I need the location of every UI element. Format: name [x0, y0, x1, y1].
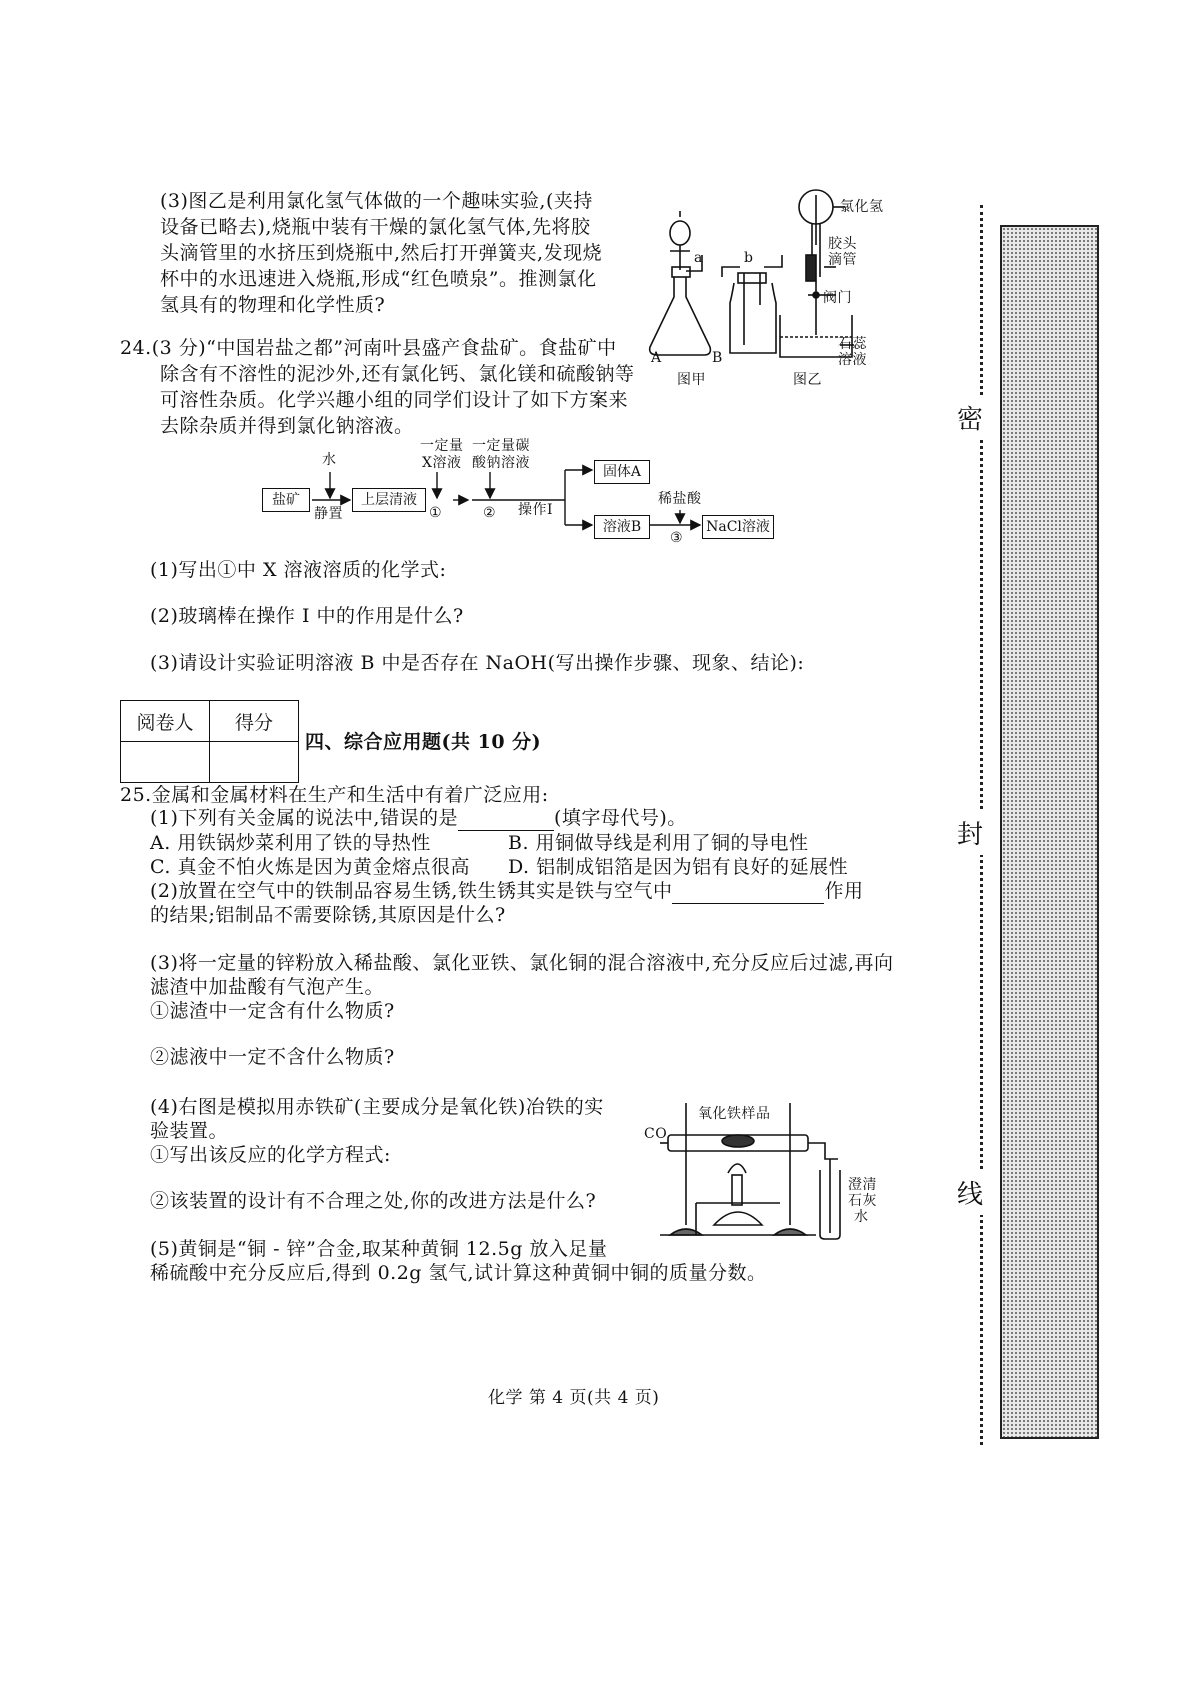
litmus-label-2: 溶液 [838, 352, 867, 368]
dropper-label-1: 胶头 [828, 236, 857, 252]
q25-option-b: B. 用铜做导线是利用了铜的导电性 [508, 832, 809, 854]
seal-char-xian: 线 [955, 1170, 985, 1215]
score-header: 得分 [210, 701, 299, 742]
x-reagent-line2: X溶液 [422, 455, 462, 471]
q25-part4-q2: ②该装置的设计有不合理之处,你的改进方法是什么? [150, 1190, 597, 1212]
q25-part1-text: (1)下列有关金属的说法中,错误的是 [150, 807, 458, 829]
step3-label: ③ [670, 530, 684, 546]
q23-line3: 头滴管里的水挤压到烧瓶中,然后打开弹簧夹,发现烧 [160, 242, 603, 264]
q25-part4-q1: ①写出该反应的化学方程式: [150, 1144, 391, 1166]
step1-label: ① [429, 505, 443, 521]
q25-part3-line1: (3)将一定量的锌粉放入稀盐酸、氯化亚铁、氯化铜的混合溶液中,充分反应后过滤,再向 [150, 952, 894, 974]
settle-label: 静置 [314, 506, 343, 522]
score-table [120, 700, 299, 783]
seal-char-mi: 密 [955, 395, 985, 440]
q25-intro: 25.金属和金属材料在生产和生活中有着广泛应用: [120, 784, 549, 806]
x-reagent-line1: 一定量 [420, 438, 464, 454]
carbonate-line1: 一定量碳 [472, 438, 530, 454]
supernatant-box: 上层清液 [352, 488, 426, 512]
limewater-label-2: 石灰 [848, 1193, 877, 1209]
q25-part3-q1: ①滤渣中一定含有什么物质? [150, 1000, 395, 1022]
q24-line1: 24.(3 分)“中国岩盐之都”河南叶县盛产食盐矿。食盐矿中 [120, 337, 617, 359]
q25-part3-q2: ②滤液中一定不含什么物质? [150, 1046, 395, 1068]
q25-part2-line2: 的结果;铝制品不需要除锈,其原因是什么? [150, 904, 506, 926]
score-cell[interactable] [210, 742, 299, 783]
seal-char-feng: 封 [955, 810, 985, 855]
q24-sub1: (1)写出①中 X 溶液溶质的化学式: [150, 559, 447, 581]
q25-part2-text: (2)放置在空气中的铁制品容易生锈,铁生锈其实是铁与空气中 [150, 880, 673, 902]
q25-option-a: A. 用铁锅炒菜利用了铁的导热性 [150, 832, 431, 854]
q25-part2 [150, 878, 863, 904]
q25-part2-blank[interactable] [672, 883, 824, 904]
figure-jia-caption: 图甲 [677, 372, 706, 388]
q25-part1-blank[interactable] [458, 810, 554, 831]
q23-line2: 设备已略去),烧瓶中装有干燥的氯化氢气体,先将胶 [160, 216, 591, 238]
page-footer: 化学 第 4 页(共 4 页) [488, 1388, 660, 1408]
q25-option-d: D. 铝制成铝箔是因为铝有良好的延展性 [508, 856, 849, 878]
reviewer-header: 阅卷人 [121, 701, 210, 742]
port-a-label: a [694, 250, 703, 266]
step2-label: ② [483, 505, 497, 521]
solution-b-box: 溶液B [594, 515, 650, 539]
q25-option-c: C. 真金不怕火炼是因为黄金熔点很高 [150, 856, 470, 878]
figure-yi-caption: 图乙 [793, 372, 822, 388]
q25-part1 [150, 805, 687, 831]
q25-part4-line2: 验装置。 [150, 1120, 229, 1142]
q24-line3: 可溶性杂质。化学兴趣小组的同学们设计了如下方案来 [160, 389, 629, 411]
dropper-label-2: 滴管 [828, 252, 857, 268]
q25-part2-suffix: 作用 [824, 880, 864, 902]
limewater-label-1: 澄清 [848, 1177, 877, 1193]
limewater-label-3: 水 [854, 1209, 869, 1225]
hcl-label: 氯化氢 [840, 199, 884, 215]
q24-line4: 去除杂质并得到氯化钠溶液。 [160, 415, 414, 437]
q23-line1: (3)图乙是利用氯化氢气体做的一个趣味实验,(夹持 [160, 190, 593, 212]
flask-a-label: A [651, 350, 662, 366]
operation-i-label: 操作I [518, 502, 554, 518]
sample-label: 氧化铁样品 [698, 1106, 771, 1122]
litmus-label-1: 石蕊 [838, 336, 867, 352]
bottle-b-label: B [712, 350, 723, 366]
q25-part5-line1: (5)黄铜是“铜 - 锌”合金,取某种黄铜 12.5g 放入足量 [150, 1238, 608, 1260]
apparatus-figure [640, 185, 960, 395]
q23-line5: 氢具有的物理和化学性质? [160, 294, 386, 316]
water-label: 水 [322, 452, 337, 468]
port-b-label: b [744, 250, 754, 266]
q23-line4: 杯中的水迅速进入烧瓶,形成“红色喷泉”。推测氯化 [160, 268, 597, 290]
q25-part4-line1: (4)右图是模拟用赤铁矿(主要成分是氧化铁)冶铁的实 [150, 1096, 604, 1118]
section-four-title: 四、综合应用题(共 10 分) [305, 731, 542, 753]
q25-part5-line2: 稀硫酸中充分反应后,得到 0.2g 氢气,试计算这种黄铜中铜的质量分数。 [150, 1262, 767, 1284]
carbonate-line2: 酸钠溶液 [472, 455, 530, 471]
nacl-solution-box: NaCl溶液 [702, 515, 774, 539]
q25-part1-suffix: (填字母代号)。 [553, 807, 687, 829]
q24-sub2: (2)玻璃棒在操作 I 中的作用是什么? [150, 605, 464, 627]
ore-box: 盐矿 [262, 488, 310, 512]
dilute-hcl-label: 稀盐酸 [658, 491, 702, 507]
reviewer-cell[interactable] [121, 742, 210, 783]
q25-part3-line2: 滤渣中加盐酸有气泡产生。 [150, 976, 385, 998]
q24-sub3: (3)请设计实验证明溶液 B 中是否存在 NaOH(写出操作步骤、现象、结论): [150, 652, 805, 674]
q24-line2: 除含有不溶性的泥沙外,还有氯化钙、氯化镁和硫酸钠等 [160, 363, 635, 385]
valve-label: 阀门 [823, 290, 852, 306]
solid-a-box: 固体A [594, 460, 650, 484]
binding-strip [1000, 225, 1099, 1439]
co-label: CO [644, 1126, 668, 1142]
